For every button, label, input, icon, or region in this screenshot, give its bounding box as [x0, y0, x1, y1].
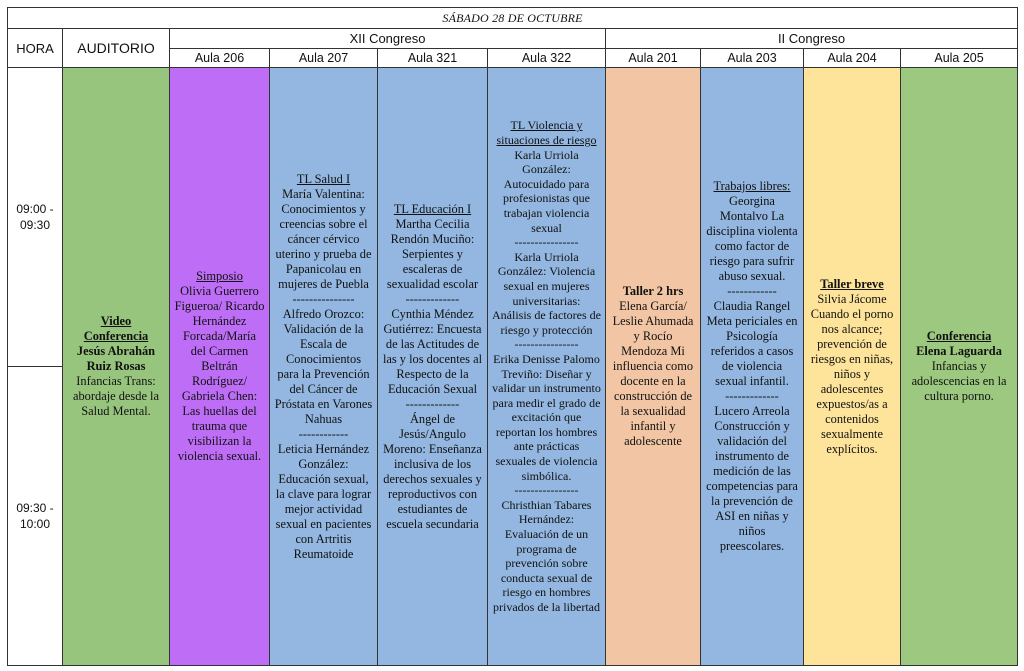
aula-201-session-title: Taller 2 hrs	[622, 284, 684, 298]
aula-321-item: Ángel de Jesús/Angulo Moreno: Enseñanza inclusiva de los derechos sexuales y reproductivos con estudiantes de escuela secundaria	[383, 411, 482, 531]
day-title: SÁBADO 28 DE OCTUBRE	[8, 8, 1018, 29]
aula-207-session-title: TL Salud I	[296, 171, 351, 186]
hora-header: HORA	[8, 29, 63, 68]
aula-322-separator: ----------------	[514, 337, 579, 352]
aula-321-session-title: TL Educación I	[393, 201, 472, 216]
congress-ii-header: II Congreso	[606, 29, 1018, 49]
aula-207-item: María Valentina: Conocimientos y creencias sobre el cáncer cérvico uterino y prueba de Papanicolau en mujeres de Puebla	[275, 186, 372, 291]
aula-321-item: Martha Cecilia Rendón Muciño: Serpientes y escaleras de sexualidad escolar	[386, 216, 479, 291]
aula-322-header: Aula 322	[488, 49, 606, 68]
congress-xii-header: XII Congreso	[170, 29, 606, 49]
aula-203-session-title: Trabajos libres:	[713, 179, 791, 193]
aula-204-session	[804, 68, 901, 666]
aula-207-session	[270, 68, 378, 666]
aula-322-session-title: TL Violencia y situaciones de riesgo	[496, 118, 597, 147]
aula-321-header: Aula 321	[378, 49, 488, 68]
aula-322-item: Christhian Tabares Hernández: Evaluación de un programa de prevención sobre conducta sexual de riesgo en hombres privados de la libertad	[493, 497, 600, 614]
aula-322-item: Karla Urriola González: Autocuidado para profesionistas que trabajan violencia sexual	[503, 147, 590, 235]
aula-322-session	[488, 68, 606, 666]
aula-203-item: Lucero Arreola Construcción y validación del instrumento de medición de las competencias para la prevención de ASI en niñas y niños preescolares.	[706, 404, 798, 553]
aula-206-session-title: Simposio	[196, 269, 243, 283]
aula-207-separator: ---------------	[292, 291, 355, 306]
aula-203-session	[701, 68, 804, 666]
aula-322-item: Karla Urriola González: Violencia sexual en mujeres universitarias: Análisis de factores de riesgo y protección	[492, 249, 601, 337]
aula-206-session	[170, 68, 270, 666]
aula-207-separator: ------------	[298, 426, 349, 441]
aula-322-separator: ----------------	[514, 235, 579, 250]
aula-205-session	[901, 68, 1018, 666]
aula-205-topic: Infancias y adolescencias en la cultura porno.	[911, 359, 1007, 403]
aula-204-session-body: Silvia Jácome Cuando el porno nos alcance; prevención de riesgos en niñas, niños y adolescentes expuestos/as a contenidos sexualmente explícitos.	[810, 291, 894, 456]
aula-322-separator: ----------------	[514, 483, 579, 498]
aula-321-session	[378, 68, 488, 666]
aula-206-header: Aula 206	[170, 49, 270, 68]
auditorio-speaker: Jesús Abrahán Ruiz Rosas	[76, 344, 156, 373]
aula-203-item: Claudia Rangel Meta periciales en Psicología referidos a casos de violencia sexual infantil.	[706, 299, 798, 388]
aula-203-item: Georgina Montalvo La disciplina violenta como factor de riesgo para sufrir abuso sexual.	[706, 194, 798, 283]
schedule-table	[7, 7, 1018, 666]
aula-205-speaker: Elena Laguarda	[916, 344, 1002, 358]
aula-205-session-title: Conferencia	[926, 329, 992, 343]
aula-206-session-body: Olivia Guerrero Figueroa/ Ricardo Hernández Forcada/María del Carmen Beltrán Rodríguez/ Gabriela Chen: Las huellas del trauma que visibilizan la violencia sexual.	[174, 284, 265, 463]
aula-207-item: Leticia Hernández González: Educación sexual, la clave para lograr mejor actividad sexual en pacientes con Artritis Reumatoide	[275, 441, 372, 561]
aula-203-separator: -------------	[725, 389, 779, 403]
aula-201-session-body: Elena García/ Leslie Ahumada y Rocío Mendoza Mi influencia como docente en la construcción de la sexualidad infantil y adolescente	[612, 299, 694, 448]
aula-204-header: Aula 204	[804, 49, 901, 68]
aula-207-item: Alfredo Orozco: Validación de la Escala de Conocimientos para la Prevención del Cáncer de Próstata en Varones Nahuas	[274, 306, 373, 426]
aula-321-item: Cynthia Méndez Gutiérrez: Encuesta de las Actitudes de las y los docentes al Respecto de la Educación Sexual	[382, 306, 483, 396]
aula-322-item: Erika Denisse Palomo Treviño: Diseñar y validar un instrumento para medir el grado de excitación que reportan los hombres ante prácticas sexuales de violencia simbólica.	[492, 351, 601, 483]
time-slot-0900: 09:00 - 09:30	[8, 68, 63, 367]
aula-204-session-title: Taller breve	[820, 276, 884, 291]
auditorio-session-title: Video Conferencia	[83, 314, 149, 343]
auditorio-header: AUDITORIO	[63, 29, 170, 68]
aula-201-session	[606, 68, 701, 666]
auditorio-topic: Infancias Trans: abordaje desde la Salud Mental.	[72, 374, 159, 418]
aula-201-header: Aula 201	[606, 49, 701, 68]
aula-203-separator: ------------	[727, 284, 777, 298]
aula-205-header: Aula 205	[901, 49, 1018, 68]
time-slot-0930: 09:30 - 10:00	[8, 367, 63, 666]
aula-321-separator: -------------	[405, 396, 460, 411]
aula-321-separator: -------------	[405, 291, 460, 306]
aula-207-header: Aula 207	[270, 49, 378, 68]
auditorio-session	[63, 68, 170, 666]
aula-203-header: Aula 203	[701, 49, 804, 68]
